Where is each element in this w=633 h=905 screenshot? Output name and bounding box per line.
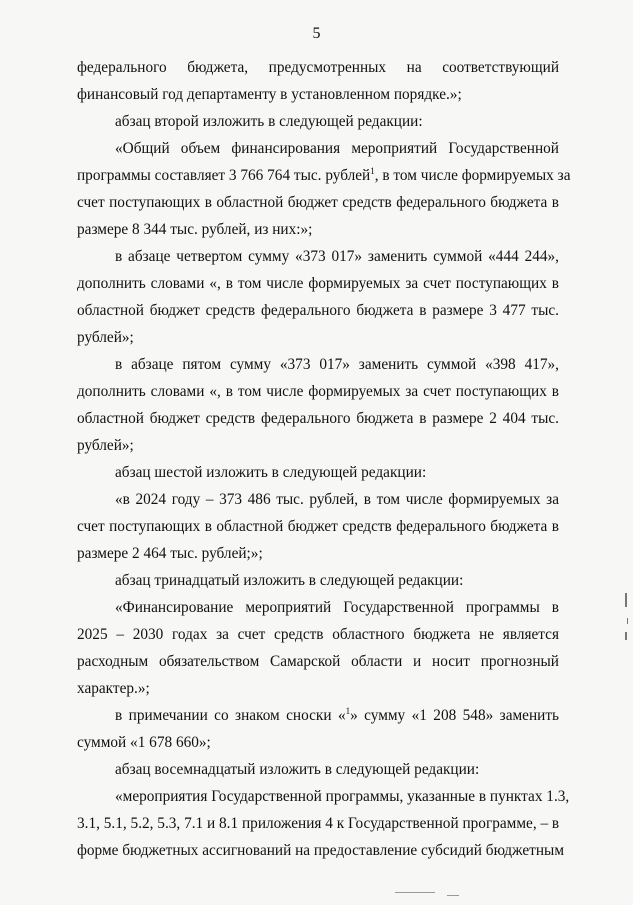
text-line: рублей»; <box>77 437 134 454</box>
text-line: «Финансирование мероприятий Государственной программы в <box>115 599 559 616</box>
text-line: в примечании со знаком сноски «$^1$» сумму «1 208 548» заменить <box>115 705 559 724</box>
text-line: абзац второй изложить в следующей редакции: <box>115 113 423 130</box>
text-line: счет поступающих в областной бюджет средств федерального бюджета в <box>77 194 559 211</box>
text-line: в абзаце пятом сумму «373 017» заменить суммой «398 417», <box>115 356 559 373</box>
text-line: суммой «1 678 660»; <box>77 734 211 751</box>
text-line: характер.»; <box>77 680 150 697</box>
text-line: размере 8 344 тыс. рублей, из них:»; <box>77 221 313 238</box>
text-line: «Общий объем финансирования мероприятий Государственной <box>115 140 559 157</box>
text-line: абзац шестой изложить в следующей редакции: <box>115 464 427 481</box>
text-line: дополнить словами «, в том числе формируемых за счет поступающих в <box>77 275 559 292</box>
scan-artifact <box>625 593 627 607</box>
text-line: форме бюджетных ассигнований на предоставление субсидий бюджетным <box>77 842 565 859</box>
text-line: программы составляет 3 766 764 тыс. рублей$^1$, в том числе формируемых за <box>77 165 571 184</box>
text-line: в абзаце четвертом сумму «373 017» заменить суммой «444 244», <box>115 248 559 265</box>
scan-artifact <box>625 632 627 640</box>
text-line: финансовый год департаменту в установленном порядке.»; <box>77 86 462 103</box>
text-line: 2025 – 2030 годах за счет средств областного бюджета не является <box>77 626 559 643</box>
text-line: счет поступающих в областной бюджет средств федерального бюджета в <box>77 518 559 535</box>
text-line: размере 2 464 тыс. рублей;»; <box>77 545 263 562</box>
text-line: областной бюджет средств федерального бюджета в размере 2 404 тыс. <box>77 410 559 427</box>
text-line: абзац восемнадцатый изложить в следующей редакции: <box>115 761 480 778</box>
text-line: рублей»; <box>77 329 134 346</box>
footnote-mark: 1 <box>345 705 351 716</box>
text-line: 3.1, 5.1, 5.2, 5.3, 7.1 и 8.1 приложения 4 к Государственной программе, – в <box>77 815 560 832</box>
text-line: расходным обязательством Самарской области и носит прогнозный <box>77 653 559 670</box>
footnote-mark: 1 <box>370 165 375 176</box>
text-line: дополнить словами «, в том числе формируемых за счет поступающих в <box>77 383 559 400</box>
scan-artifact <box>627 618 628 624</box>
text-line: областной бюджет средств федерального бюджета в размере 3 477 тыс. <box>77 302 559 319</box>
scan-artifact <box>395 892 435 893</box>
text-line: абзац тринадцатый изложить в следующей редакции: <box>115 572 464 589</box>
scan-artifact <box>447 895 459 896</box>
page-number: 5 <box>312 25 321 42</box>
text-line: федерального бюджета, предусмотренных на соответствующий <box>77 59 559 76</box>
text-line: «мероприятия Государственной программы, указанные в пунктах 1.3, <box>115 788 570 805</box>
text-line: «в 2024 году – 373 486 тыс. рублей, в том числе формируемых за <box>115 491 559 508</box>
